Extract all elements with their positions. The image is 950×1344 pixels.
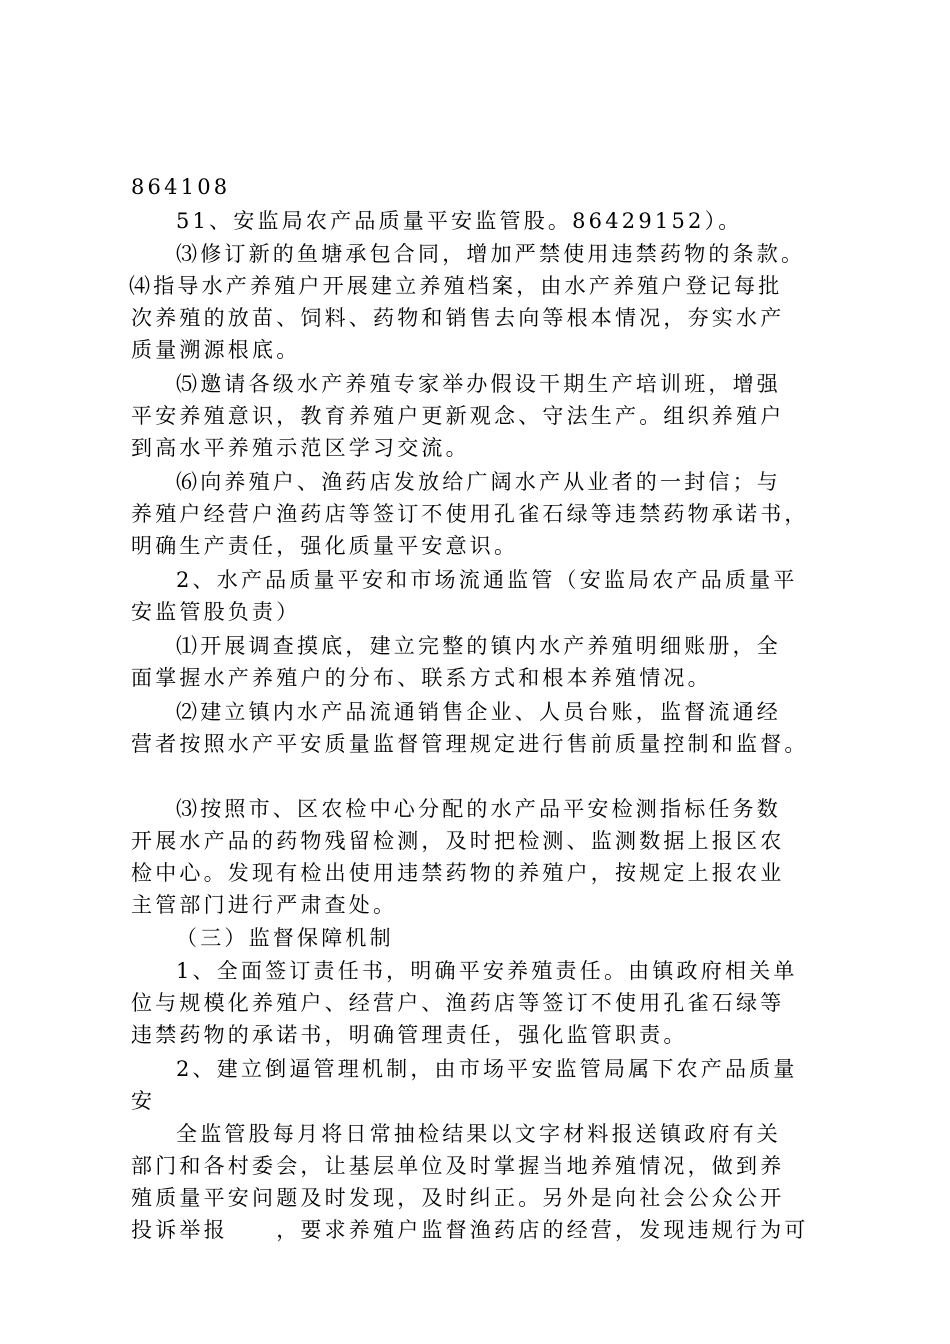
text-line: 投诉举报 ，要求养殖户监督渔药店的经营，发现违规行为可 — [131, 1218, 809, 1242]
text-line: 全监管股每月将日常抽检结果以文字材料报送镇政府有关 — [176, 1122, 781, 1146]
text-line: 位与规模化养殖户、经营户、渔药店等签订不使用孔雀石绿等 — [131, 991, 785, 1015]
text-line: 面掌握水产养殖户的分布、联系方式和根本养殖情况。 — [131, 666, 712, 690]
text-line: 1、全面签订责任书，明确平安养殖责任。由镇政府相关单 — [176, 959, 798, 983]
text-line: 营者按照水产平安质量监督管理规定进行售前质量控制和监督。 — [131, 732, 809, 756]
text-line: ⑸邀请各级水产养殖专家举办假设干期生产培训班，增强 — [176, 372, 781, 396]
text-line: 2、水产品质量平安和市场流通监管（安监局农产品质量平 — [176, 568, 798, 592]
text-line: 平安养殖意识，教育养殖户更新观念、守法生产。组织养殖户 — [131, 404, 785, 428]
text-line: 到高水平养殖示范区学习交流。 — [131, 436, 470, 460]
text-line: 安监管股负责） — [131, 600, 301, 624]
text-line: 质量溯源根底。 — [131, 338, 301, 362]
text-line: 次养殖的放苗、饲料、药物和销售去向等根本情况，夯实水产 — [131, 306, 785, 330]
text-line: 864108 — [131, 175, 231, 199]
text-line: 明确生产责任，强化质量平安意识。 — [131, 534, 519, 558]
text-line: 安 — [131, 1089, 156, 1113]
text-line: ⑶修订新的鱼塘承包合同，增加严禁使用违禁药物的条款。 — [176, 242, 806, 266]
text-line: 检中心。发现有检出使用违禁药物的养殖户，按规定上报农业 — [131, 861, 785, 885]
text-line: 部门和各村委会，让基层单位及时掌握当地养殖情况，做到养 — [131, 1154, 785, 1178]
text-line: ⑵建立镇内水产品流通销售企业、人员台账，监督流通经 — [176, 700, 781, 724]
text-line: 开展水产品的药物残留检测，及时把检测、监测数据上报区农 — [131, 829, 785, 853]
text-line: 养殖户经营户渔药店等签订不使用孔雀石绿等违禁药物承诺书， — [131, 502, 809, 526]
text-line: 殖质量平安问题及时发现，及时纠正。另外是向社会公众公开 — [131, 1186, 785, 1210]
text-line: ⑹向养殖户、渔药店发放给广阔水产从业者的一封信；与 — [176, 470, 781, 494]
text-line: 2、建立倒逼管理机制，由市场平安监管局属下农产品质量 — [176, 1057, 798, 1081]
text-line: ⑶按照市、区农检中心分配的水产品平安检测指标任务数 — [176, 797, 781, 821]
text-line: 51、安监局农产品质量平安监管股。86429152）。 — [176, 209, 743, 233]
text-line: 主管部门进行严肃查处。 — [131, 893, 398, 917]
text-line: ⑴开展调查摸底，建立完整的镇内水产养殖明细账册，全 — [176, 634, 781, 658]
section-heading: （三）监督保障机制 — [176, 926, 394, 950]
text-line: 违禁药物的承诺书，明确管理责任，强化监管职责。 — [131, 1023, 688, 1047]
text-line: ⑷指导水产养殖户开展建立养殖档案，由水产养殖户登记每批 — [129, 274, 783, 298]
